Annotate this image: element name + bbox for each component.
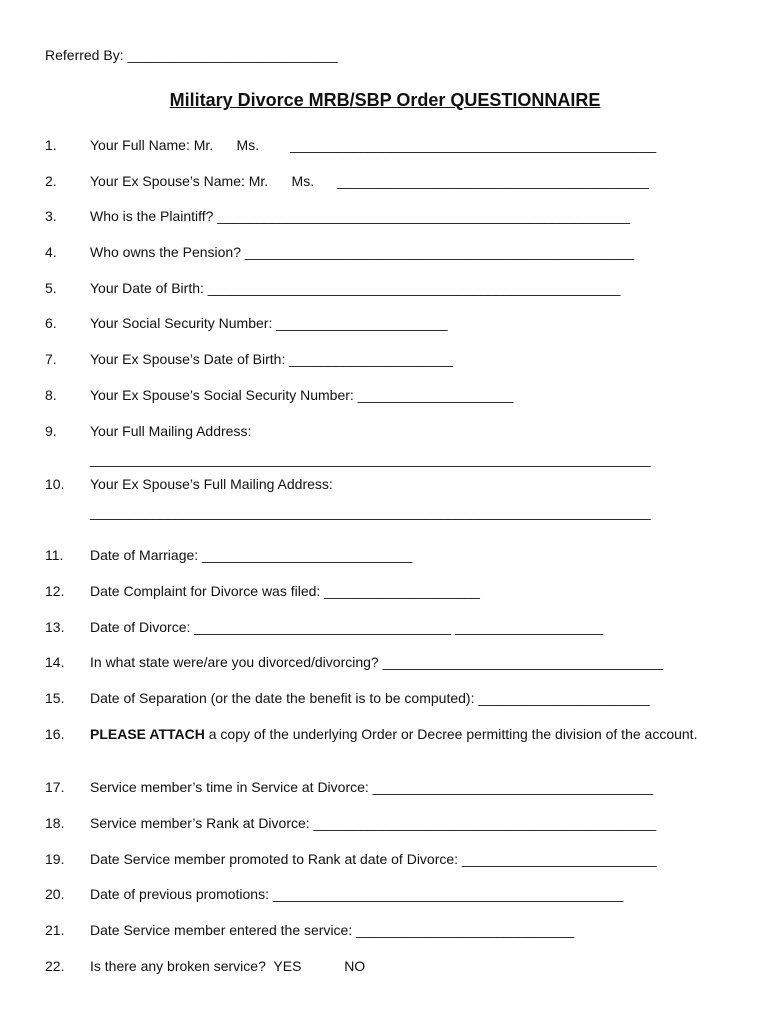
question-text: Date of Separation (or the date the benefit is to be computed): ______________________ xyxy=(90,690,650,706)
question-text: Is there any broken service? YES NO xyxy=(90,958,366,974)
question-number: 18. xyxy=(45,815,65,831)
question-text: Who owns the Pension? __________________________________________________ xyxy=(90,244,635,260)
question-text: Service member’s time in Service at Divorce: ____________________________________ xyxy=(90,779,653,795)
question-number: 3. xyxy=(45,208,57,224)
question-text: Who is the Plaintiff? _____________________________________________________ xyxy=(90,208,631,224)
question-number: 13. xyxy=(45,619,65,635)
question-text: Your Ex Spouse’s Name: Mr. Ms. ________________________________________ xyxy=(90,173,649,189)
question-text: Date Service member entered the service: ____________________________ xyxy=(90,922,575,938)
question-text: Date Service member promoted to Rank at date of Divorce: _________________________ xyxy=(90,851,657,867)
attach-emphasis: PLEASE ATTACH xyxy=(90,726,205,742)
referred-by-field[interactable]: Referred By: ___________________________ xyxy=(45,47,338,63)
question-text: Service member’s Rank at Divorce: ____________________________________________ xyxy=(90,815,657,831)
answer-line[interactable]: ________________________________________________________________________ xyxy=(90,504,651,520)
question-text: Your Ex Spouse’s Social Security Number: ____________________ xyxy=(90,387,514,403)
question-text: Your Social Security Number: ______________________ xyxy=(90,315,448,331)
question-number: 17. xyxy=(45,779,65,795)
question-number: 14. xyxy=(45,654,65,670)
question-number: 1. xyxy=(45,137,57,153)
question-text: Date of previous promotions: _____________________________________________ xyxy=(90,886,624,902)
question-number: 22. xyxy=(45,958,65,974)
question-number: 2. xyxy=(45,173,57,189)
question-number: 9. xyxy=(45,423,57,439)
attach-instruction: a copy of the underlying Order or Decree permitting the division of the account. xyxy=(204,726,698,742)
answer-line[interactable]: ________________________________________________________________________ xyxy=(90,451,651,467)
question-number: 11. xyxy=(45,547,64,563)
question-text: Date Complaint for Divorce was filed: ____________________ xyxy=(90,583,480,599)
question-number: 21. xyxy=(45,922,65,938)
question-number: 16. xyxy=(45,726,65,742)
question-number: 6. xyxy=(45,315,57,331)
question-text: Date of Marriage: ___________________________ xyxy=(90,547,413,563)
question-number: 5. xyxy=(45,280,57,296)
question-number: 4. xyxy=(45,244,57,260)
question-text: Your Ex Spouse’s Date of Birth: _____________________ xyxy=(90,351,453,367)
question-text xyxy=(90,726,710,743)
question-text: Date of Divorce: _________________________________ ___________________ xyxy=(90,619,604,635)
question-number: 12. xyxy=(45,583,65,599)
question-number: 19. xyxy=(45,851,65,867)
question-number: 20. xyxy=(45,886,65,902)
question-text: Your Ex Spouse’s Full Mailing Address: xyxy=(90,476,333,492)
question-text: Your Date of Birth: _____________________________________________________ xyxy=(90,280,621,296)
question-text: Your Full Mailing Address: xyxy=(90,423,252,439)
question-number: 10. xyxy=(45,476,65,492)
question-number: 7. xyxy=(45,351,57,367)
question-number: 15. xyxy=(45,690,65,706)
question-text: Your Full Name: Mr. Ms. _______________________________________________ xyxy=(90,137,657,153)
question-number: 8. xyxy=(45,387,57,403)
form-title: Military Divorce MRB/SBP Order QUESTIONNAIRE xyxy=(169,90,601,110)
question-text: In what state were/are you divorced/divorcing? ____________________________________ xyxy=(90,654,663,670)
